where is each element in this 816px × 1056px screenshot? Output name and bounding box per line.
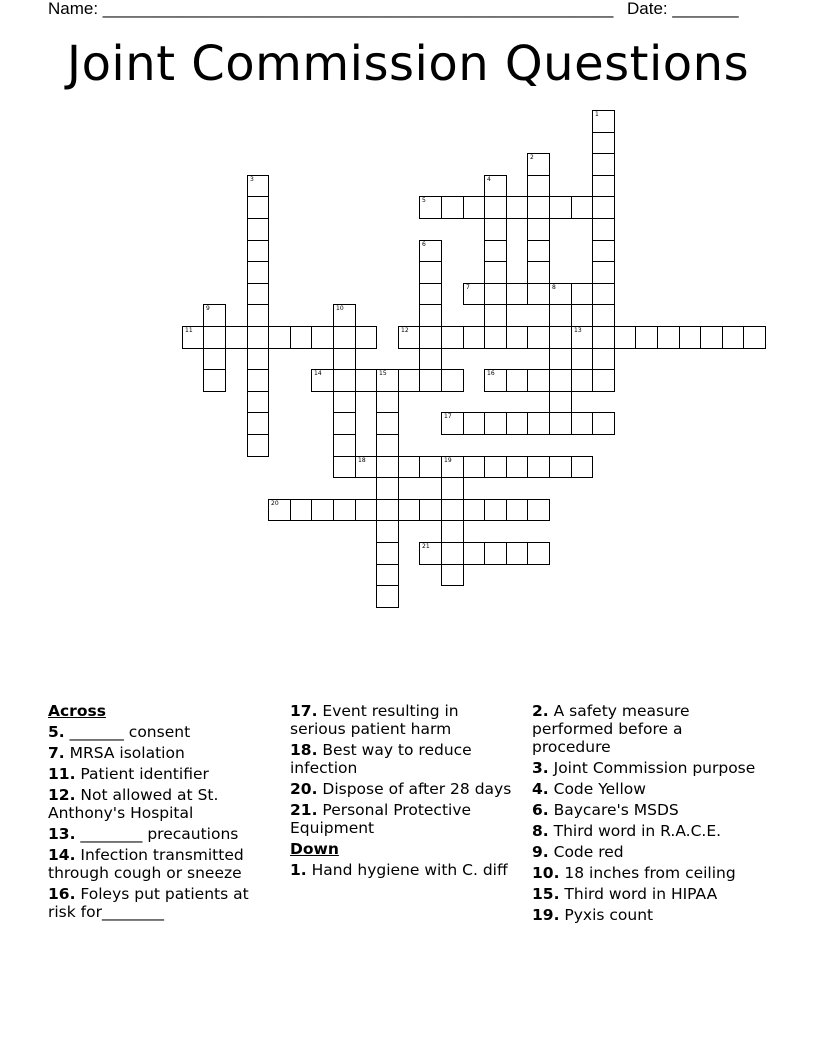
- crossword-cell[interactable]: [527, 218, 550, 241]
- crossword-cell[interactable]: [463, 456, 485, 478]
- crossword-cell[interactable]: [203, 304, 226, 327]
- crossword-cell[interactable]: [419, 499, 442, 521]
- crossword-cell[interactable]: [527, 261, 550, 284]
- crossword-cell[interactable]: [441, 412, 464, 435]
- crossword-cell[interactable]: [333, 304, 356, 327]
- crossword-cell[interactable]: [549, 304, 572, 327]
- crossword-cell[interactable]: [376, 477, 399, 500]
- clue-number-label: 17.: [290, 702, 318, 720]
- down-heading: Down: [290, 840, 339, 858]
- crossword-cell[interactable]: [203, 369, 226, 392]
- crossword-cell[interactable]: [592, 110, 615, 133]
- crossword-cell[interactable]: [506, 326, 528, 349]
- crossword-cell[interactable]: [506, 196, 528, 219]
- crossword-cell[interactable]: [203, 326, 226, 349]
- crossword-cell[interactable]: [247, 434, 269, 457]
- crossword-cell[interactable]: [527, 153, 550, 176]
- crossword-cell[interactable]: [419, 283, 442, 305]
- crossword-cell[interactable]: [506, 542, 528, 565]
- clue-number-label: 8.: [532, 822, 549, 840]
- crossword-cell[interactable]: [311, 326, 334, 349]
- crossword-cell[interactable]: [419, 261, 442, 284]
- clue-number-label: 7.: [48, 744, 65, 762]
- clue-number: 15: [379, 370, 387, 377]
- clue-text: ________ precautions: [80, 825, 239, 843]
- crossword-cell[interactable]: [571, 369, 593, 392]
- crossword-cell[interactable]: [247, 304, 269, 327]
- crossword-cell[interactable]: [398, 369, 420, 392]
- crossword-cell[interactable]: [247, 175, 269, 197]
- crossword-cell[interactable]: [549, 283, 572, 305]
- down-clue: [532, 906, 760, 924]
- clue-number-label: 3.: [532, 759, 549, 777]
- clue-number: 21: [422, 543, 430, 550]
- down-clue: [290, 861, 518, 879]
- clue-number-label: 9.: [532, 843, 549, 861]
- clue-text: Third word in R.A.C.E.: [553, 822, 722, 840]
- clue-number: 20: [271, 500, 279, 507]
- crossword-cell[interactable]: [571, 326, 593, 349]
- crossword-cell[interactable]: [463, 542, 485, 565]
- crossword-cell[interactable]: [592, 175, 615, 197]
- crossword-cell[interactable]: [419, 348, 442, 370]
- crossword-cell[interactable]: [355, 499, 377, 521]
- crossword-cell[interactable]: [311, 369, 334, 392]
- across-clue: [48, 786, 276, 822]
- crossword-cell[interactable]: [506, 412, 528, 435]
- crossword-cell[interactable]: [247, 369, 269, 392]
- crossword-cell[interactable]: [311, 499, 334, 521]
- crossword-cell[interactable]: [484, 412, 507, 435]
- crossword-cell[interactable]: [463, 283, 485, 305]
- clue-number: 7: [466, 284, 470, 291]
- crossword-cell[interactable]: [635, 326, 658, 349]
- crossword-cell[interactable]: [441, 542, 464, 565]
- crossword-cell[interactable]: [419, 542, 442, 565]
- crossword-cell[interactable]: [376, 434, 399, 457]
- clue-text: Not allowed at St. Anthony's Hospital: [48, 786, 219, 822]
- clue-number-label: 21.: [290, 801, 318, 819]
- crossword-cell[interactable]: [592, 196, 615, 219]
- crossword-cell[interactable]: [268, 499, 291, 521]
- clue-number: 1: [595, 111, 599, 118]
- crossword-cell[interactable]: [679, 326, 701, 349]
- crossword-cell[interactable]: [398, 499, 420, 521]
- across-clue: [290, 801, 518, 837]
- crossword-cell[interactable]: [441, 499, 464, 521]
- crossword-cell[interactable]: [376, 412, 399, 435]
- down-clue: [532, 702, 760, 756]
- crossword-cell[interactable]: [333, 326, 356, 349]
- crossword-cell[interactable]: [376, 499, 399, 521]
- crossword-cell[interactable]: [355, 326, 377, 349]
- crossword-cell[interactable]: [484, 369, 507, 392]
- clue-number: 19: [444, 457, 452, 464]
- crossword-cell[interactable]: [355, 456, 377, 478]
- clue-number: 12: [401, 327, 409, 334]
- clue-number-label: 4.: [532, 780, 549, 798]
- crossword-cell[interactable]: [592, 369, 615, 392]
- crossword-cell[interactable]: [484, 218, 507, 241]
- crossword-cell[interactable]: [592, 261, 615, 284]
- crossword-cell[interactable]: [376, 585, 399, 608]
- crossword-cell[interactable]: [506, 456, 528, 478]
- crossword-cell[interactable]: [549, 412, 572, 435]
- crossword-cell[interactable]: [333, 391, 356, 413]
- clue-number-label: 13.: [48, 825, 76, 843]
- clue-number-label: 11.: [48, 765, 76, 783]
- clue-number: 17: [444, 413, 452, 420]
- crossword-cell[interactable]: [441, 326, 464, 349]
- crossword-cell[interactable]: [441, 477, 464, 500]
- clue-number-label: 1.: [290, 861, 307, 879]
- crossword-cell[interactable]: [247, 391, 269, 413]
- crossword-cell[interactable]: [484, 175, 507, 197]
- crossword-cell[interactable]: [441, 196, 464, 219]
- clue-number: 8: [552, 284, 556, 291]
- clue-text: _______ consent: [69, 723, 191, 741]
- across-clue: [290, 780, 518, 798]
- crossword-cell[interactable]: [203, 348, 226, 370]
- across-clue: [48, 744, 276, 762]
- crossword-cell[interactable]: [463, 196, 485, 219]
- crossword-cell[interactable]: [549, 391, 572, 413]
- across-clue: [48, 846, 276, 882]
- crossword-cell[interactable]: [592, 283, 615, 305]
- clue-number: 6: [422, 241, 426, 248]
- crossword-cell[interactable]: [419, 456, 442, 478]
- date-field-label: Date: _______: [627, 0, 739, 18]
- crossword-cell[interactable]: [182, 326, 204, 349]
- crossword-cell[interactable]: [290, 499, 312, 521]
- crossword-cell[interactable]: [484, 542, 507, 565]
- clue-number-label: 18.: [290, 741, 318, 759]
- crossword-cell[interactable]: [247, 196, 269, 219]
- crossword-cell[interactable]: [419, 240, 442, 262]
- across-clue: [290, 702, 518, 738]
- clue-number-label: 6.: [532, 801, 549, 819]
- crossword-cell[interactable]: [463, 499, 485, 521]
- crossword-cell[interactable]: [484, 499, 507, 521]
- crossword-cell[interactable]: [549, 326, 572, 349]
- crossword-cell[interactable]: [247, 326, 269, 349]
- clue-text: Hand hygiene with C. diff: [311, 861, 508, 879]
- crossword-cell[interactable]: [247, 283, 269, 305]
- crossword-cell[interactable]: [700, 326, 723, 349]
- clue-number: 16: [487, 370, 495, 377]
- crossword-cell[interactable]: [592, 218, 615, 241]
- crossword-cell[interactable]: [419, 369, 442, 392]
- clue-number-label: 12.: [48, 786, 76, 804]
- crossword-cell[interactable]: [722, 326, 744, 349]
- clue-text: Dispose of after 28 days: [322, 780, 512, 798]
- across-clue: [48, 825, 276, 843]
- crossword-cell[interactable]: [743, 326, 766, 349]
- crossword-cell[interactable]: [398, 326, 420, 349]
- crossword-cell[interactable]: [333, 499, 356, 521]
- crossword-cell[interactable]: [247, 218, 269, 241]
- clue-text: A safety measure performed before a procedure: [532, 702, 690, 756]
- down-clue: [532, 843, 760, 861]
- crossword-cell[interactable]: [614, 326, 636, 349]
- crossword-cell[interactable]: [571, 283, 593, 305]
- crossword-cell[interactable]: [463, 326, 485, 349]
- across-clue: [48, 765, 276, 783]
- crossword-cell[interactable]: [247, 412, 269, 435]
- crossword-cell[interactable]: [549, 456, 572, 478]
- crossword-cell[interactable]: [657, 326, 680, 349]
- clue-number: 18: [358, 457, 366, 464]
- clue-number-label: 10.: [532, 864, 560, 882]
- clue-number: 4: [487, 176, 491, 183]
- crossword-cell[interactable]: [419, 196, 442, 219]
- clue-number: 11: [185, 327, 193, 334]
- clue-number: 2: [530, 154, 534, 161]
- crossword-cell[interactable]: [571, 412, 593, 435]
- crossword-cell[interactable]: [506, 283, 528, 305]
- crossword-cell[interactable]: [247, 240, 269, 262]
- crossword-cell[interactable]: [376, 564, 399, 586]
- crossword-cell[interactable]: [333, 456, 356, 478]
- crossword-cell[interactable]: [419, 304, 442, 327]
- clue-number-label: 14.: [48, 846, 76, 864]
- crossword-cell[interactable]: [592, 326, 615, 349]
- crossword-cell[interactable]: [592, 132, 615, 154]
- crossword-cell[interactable]: [592, 153, 615, 176]
- crossword-cell[interactable]: [527, 240, 550, 262]
- clue-text: Pyxis count: [564, 906, 654, 924]
- clue-text: Code Yellow: [553, 780, 646, 798]
- clue-number-label: 16.: [48, 885, 76, 903]
- clue-text: Joint Commission purpose: [553, 759, 756, 777]
- clue-text: Event resulting in serious patient harm: [290, 702, 459, 738]
- clue-text: MRSA isolation: [69, 744, 185, 762]
- crossword-cell[interactable]: [484, 456, 507, 478]
- page-title: Joint Commission Questions: [66, 36, 750, 92]
- crossword-cell[interactable]: [333, 369, 356, 392]
- clues-column-2: [290, 702, 518, 882]
- crossword-cell[interactable]: [376, 391, 399, 413]
- crossword-cell[interactable]: [527, 196, 550, 219]
- crossword-cell[interactable]: [355, 369, 377, 392]
- clue-text: Code red: [553, 843, 624, 861]
- crossword-cell[interactable]: [441, 520, 464, 543]
- crossword-cell[interactable]: [247, 348, 269, 370]
- across-clue: [290, 741, 518, 777]
- crossword-cell[interactable]: [463, 412, 485, 435]
- crossword-cell[interactable]: [376, 542, 399, 565]
- crossword-cell[interactable]: [376, 520, 399, 543]
- clue-number-label: 5.: [48, 723, 65, 741]
- crossword-cell[interactable]: [571, 456, 593, 478]
- crossword-cell[interactable]: [376, 456, 399, 478]
- clue-text: Infection transmitted through cough or sneeze: [48, 846, 244, 882]
- crossword-cell[interactable]: [527, 283, 550, 305]
- down-clue: [532, 759, 760, 777]
- down-clue: [532, 864, 760, 882]
- name-field-label: Name: ______________________________________________________: [48, 0, 614, 18]
- down-clue: [532, 801, 760, 819]
- crossword-cell[interactable]: [484, 261, 507, 284]
- clues-column-3: [532, 702, 760, 927]
- crossword-cell[interactable]: [506, 499, 528, 521]
- clue-number: 3: [250, 176, 254, 183]
- clues-column-1: [48, 702, 276, 924]
- crossword-cell[interactable]: [333, 412, 356, 435]
- clue-text: Best way to reduce infection: [290, 741, 472, 777]
- clue-number-label: 2.: [532, 702, 549, 720]
- crossword-cell[interactable]: [441, 564, 464, 586]
- crossword-cell[interactable]: [592, 304, 615, 327]
- crossword-cell[interactable]: [290, 326, 312, 349]
- crossword-cell[interactable]: [247, 261, 269, 284]
- crossword-cell[interactable]: [527, 369, 550, 392]
- crossword-cell[interactable]: [484, 283, 507, 305]
- crossword-cell[interactable]: [549, 196, 572, 219]
- crossword-cell[interactable]: [549, 369, 572, 392]
- crossword-cell[interactable]: [484, 240, 507, 262]
- clue-number: 13: [574, 327, 582, 334]
- crossword-cell[interactable]: [333, 348, 356, 370]
- clue-number: 9: [206, 305, 210, 312]
- clue-text: Foleys put patients at risk for________: [48, 885, 249, 921]
- crossword-cell[interactable]: [527, 499, 550, 521]
- clue-number-label: 19.: [532, 906, 560, 924]
- crossword-cell[interactable]: [527, 542, 550, 565]
- crossword-cell[interactable]: [549, 348, 572, 370]
- crossword-cell[interactable]: [506, 369, 528, 392]
- across-heading: Across: [48, 702, 106, 720]
- crossword-cell[interactable]: [484, 304, 507, 327]
- down-clue: [532, 822, 760, 840]
- across-clue: [48, 723, 276, 741]
- crossword-cell[interactable]: [571, 196, 593, 219]
- crossword-cell[interactable]: [527, 456, 550, 478]
- clue-number-label: 15.: [532, 885, 560, 903]
- crossword-cell[interactable]: [527, 326, 550, 349]
- clue-text: Baycare's MSDS: [553, 801, 679, 819]
- across-clue: [48, 885, 276, 921]
- clue-text: Patient identifier: [80, 765, 209, 783]
- crossword-cell[interactable]: [527, 175, 550, 197]
- clue-text: Third word in HIPAA: [564, 885, 718, 903]
- crossword-cell[interactable]: [441, 456, 464, 478]
- crossword-cell[interactable]: [376, 369, 399, 392]
- crossword-cell[interactable]: [268, 326, 291, 349]
- clue-number: 5: [422, 197, 426, 204]
- crossword-cell[interactable]: [333, 434, 356, 457]
- clue-number: 14: [314, 370, 322, 377]
- crossword-cell[interactable]: [484, 196, 507, 219]
- clue-number: 10: [336, 305, 344, 312]
- crossword-cell[interactable]: [398, 456, 420, 478]
- clue-number-label: 20.: [290, 780, 318, 798]
- clue-text: Personal Protective Equipment: [290, 801, 472, 837]
- crossword-cell[interactable]: [484, 326, 507, 349]
- crossword-cell[interactable]: [592, 412, 615, 435]
- crossword-cell[interactable]: [419, 326, 442, 349]
- down-clue: [532, 885, 760, 903]
- clue-text: 18 inches from ceiling: [564, 864, 736, 882]
- down-clue: [532, 780, 760, 798]
- crossword-cell[interactable]: [441, 369, 464, 392]
- crossword-cell[interactable]: [225, 326, 248, 349]
- crossword-cell[interactable]: [527, 412, 550, 435]
- crossword-cell[interactable]: [592, 348, 615, 370]
- crossword-cell[interactable]: [592, 240, 615, 262]
